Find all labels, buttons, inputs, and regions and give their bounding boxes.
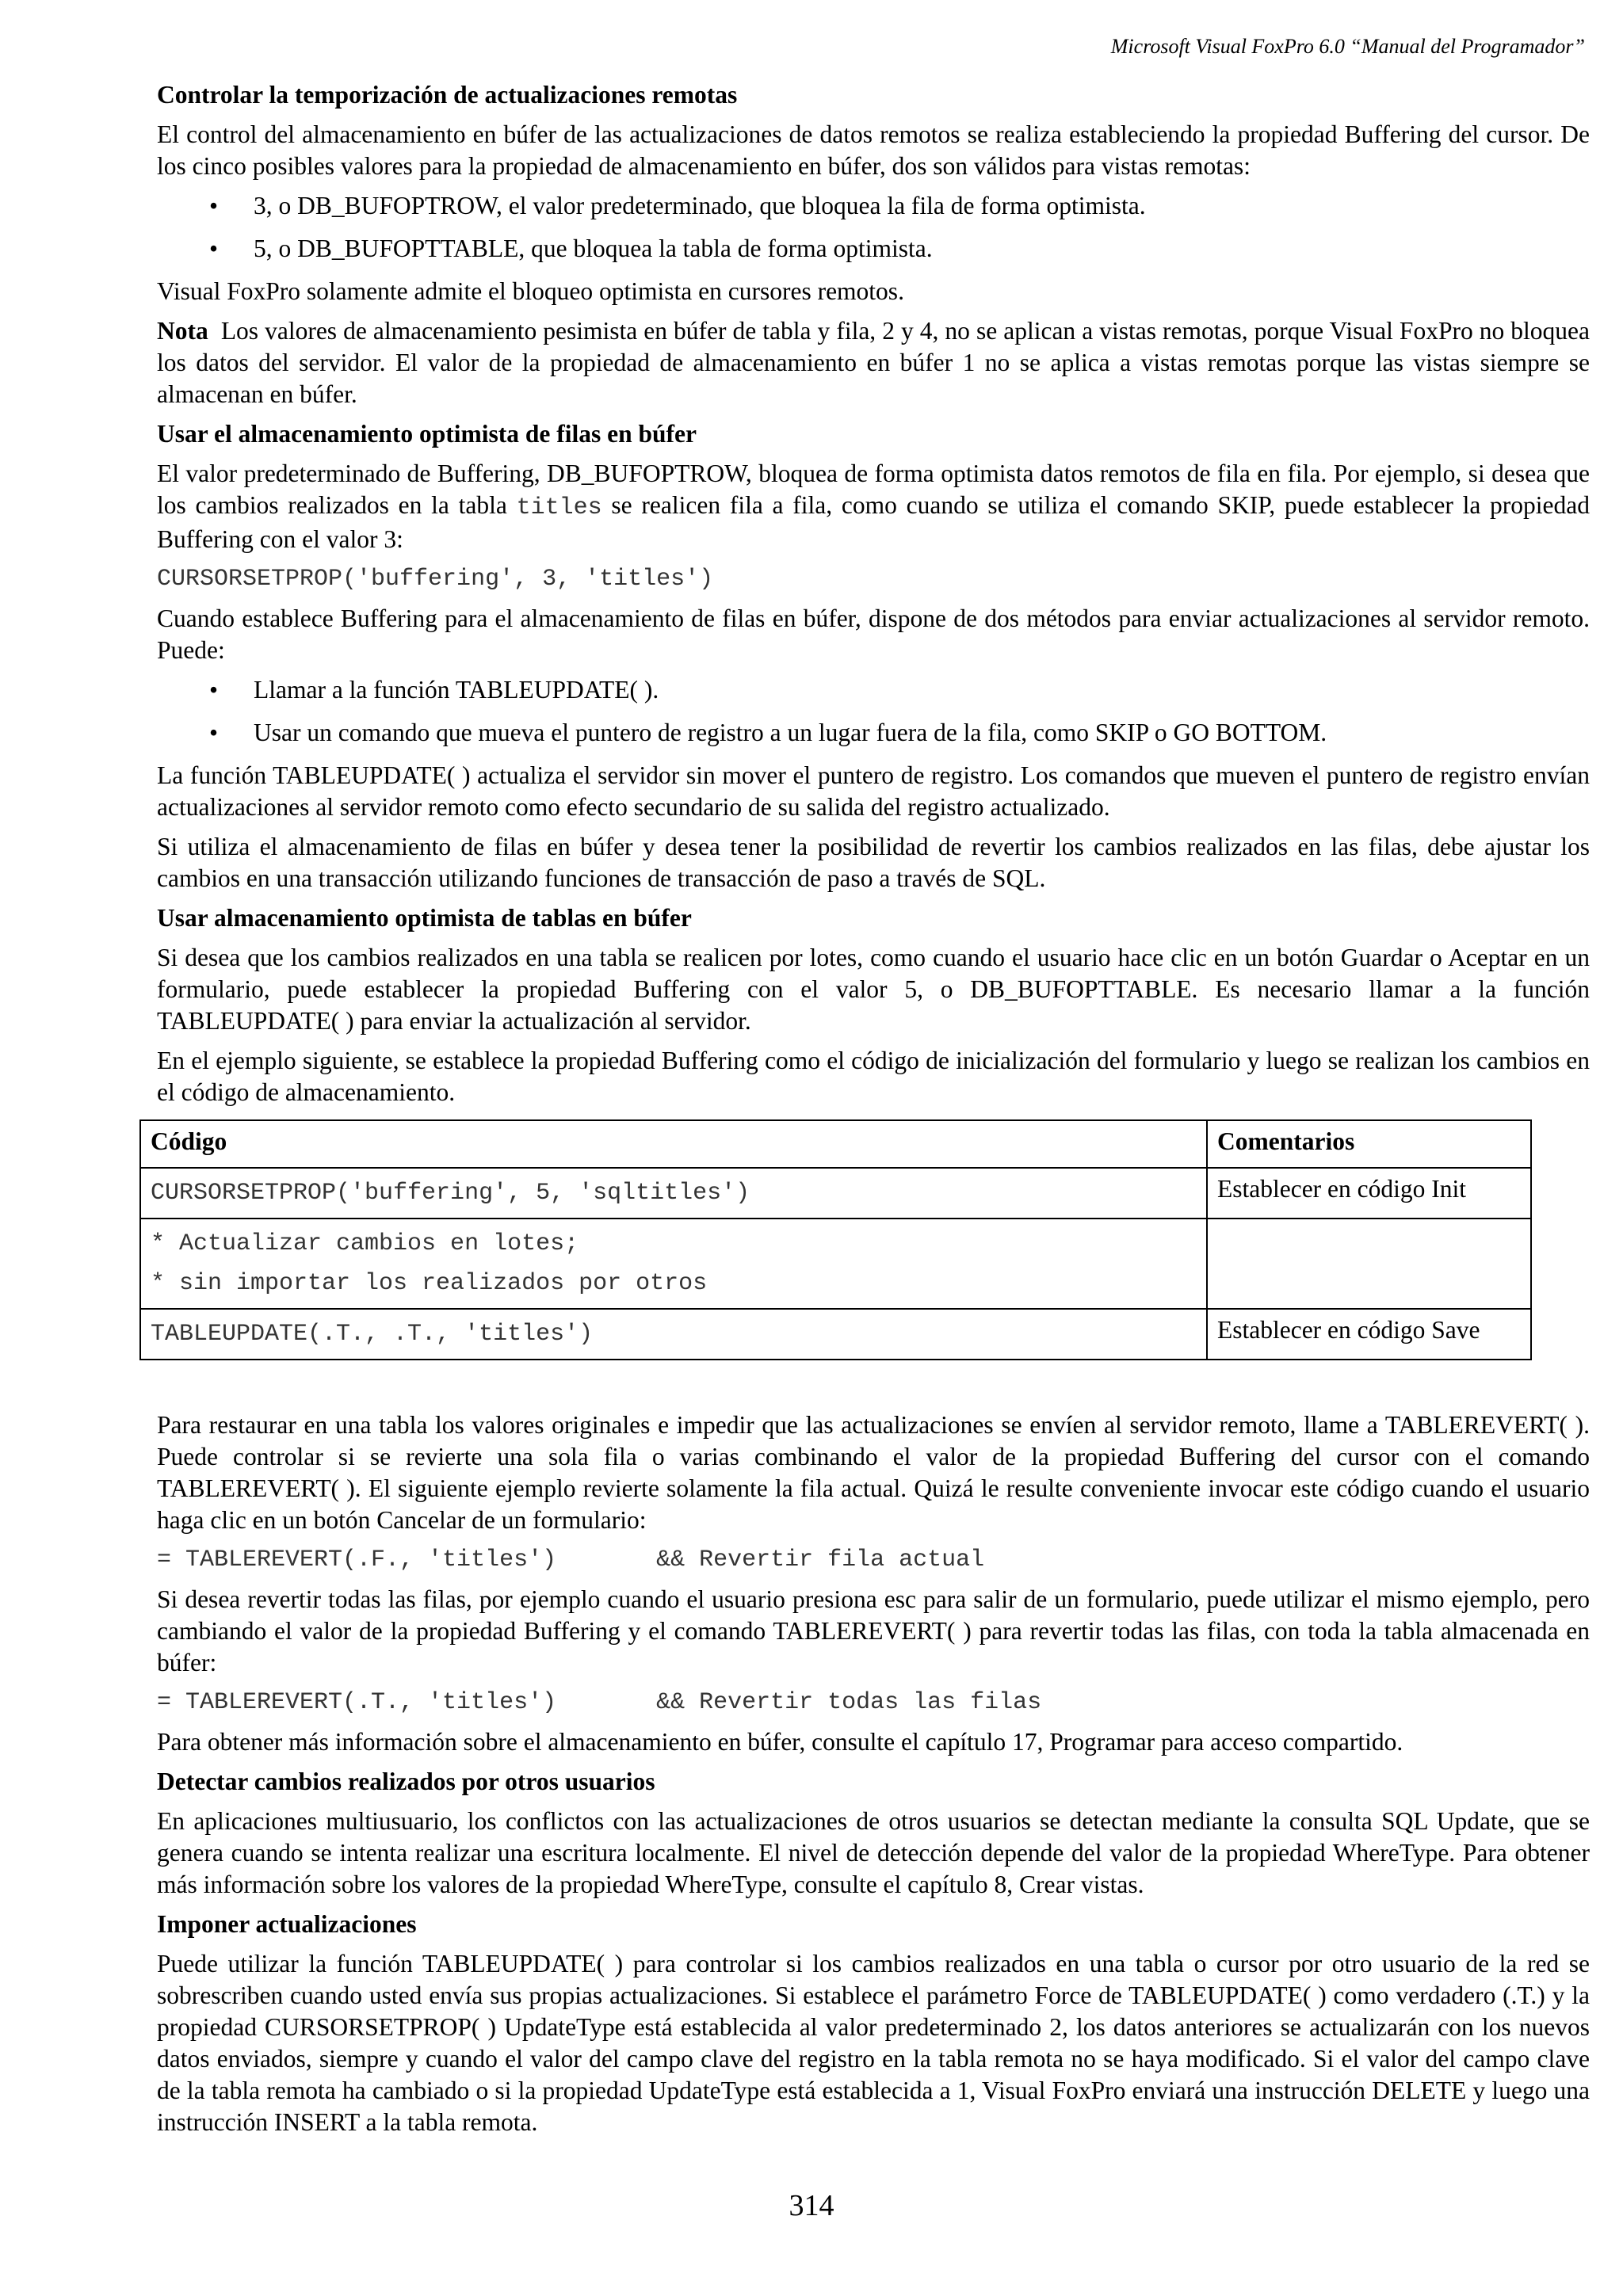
paragraph: Si desea que los cambios realizados en una tabla se realicen por lotes, como cuando el usuario hace clic en un botón Guardar o Aceptar en un formulario, puede establecer la propiedad Buffering con el valor 5, o DB_BUFOPTTABLE. Es necesario llamar a la función TABLEUPDATE( ) para enviar la actualización al servidor. (157, 944, 1590, 1035)
bullet-icon: • (209, 676, 219, 704)
bullet-list (157, 190, 1590, 265)
table-row (140, 1219, 1531, 1309)
paragraph: Puede utilizar la función TABLEUPDATE( ) para controlar si los cambios realizados en una tabla o cursor por otro usuario de la red se sobrescriben cuando usted envía sus propias actualizaciones. Si establece el parámetro Force de TABLEUPDATE( ) como verdadero (.T.) y la propiedad CURSORSETPROP( ) UpdateType está establecida al valor predeterminado 2, los datos anteriores se actualizarán con los nuevos datos enviados, siempre y cuando el valor del campo clave del registro en la tabla remota no se haya modificado. Si el valor del campo clave de la tabla remota ha cambiado o si la propiedad UpdateType está establecida a 1, Visual FoxPro enviará una instrucción DELETE y luego una instrucción INSERT a la tabla remota. (157, 1950, 1590, 2136)
paragraph: La función TABLEUPDATE( ) actualiza el servidor sin mover el puntero de registro. Los comandos que mueven el puntero de registro envían actualizaciones al servidor remoto como efecto secundario de su salida del registro actualizado. (157, 761, 1590, 821)
paragraph: Cuando establece Buffering para el almacenamiento de filas en búfer, dispone de dos métodos para enviar actualizaciones al servidor remoto. Puede: (157, 605, 1590, 664)
list-item: • 5, o DB_BUFOPTTABLE, que bloquea la tabla de forma optimista. (157, 233, 1590, 265)
paragraph: En aplicaciones multiusuario, los conflictos con las actualizaciones de otros usuarios se detectan mediante la consulta SQL Update, que se genera cuando se intenta realizar una escritura localmente. El nivel de detección depende del valor de la propiedad WhereType. Para obtener más información sobre los valores de la propiedad WhereType, consulte el capítulo 8, Crear vistas. (157, 1807, 1590, 1898)
table-cell-code: * Actualizar cambios en lotes; * sin importar los realizados por otros (140, 1219, 1207, 1309)
code-line: = TABLEREVERT(.T., 'titles') && Revertir todas las filas (157, 1689, 1042, 1716)
inline-code: titles (516, 494, 602, 521)
note-paragraph: Nota Los valores de almacenamiento pesimista en búfer de tabla y fila, 2 y 4, no se aplican a vistas remotas, porque Visual FoxPro no bloquea los datos del servidor. El valor de la propiedad de almacenamiento en búfer 1 no se aplica a vistas remotas porque las vistas siempre se almacenan en búfer. (157, 317, 1590, 408)
table-cell-comment: Establecer en código Init (1207, 1168, 1531, 1219)
code-table (139, 1119, 1532, 1360)
code-line: CURSORSETPROP('buffering', 3, 'titles') (157, 566, 714, 593)
bullet-list (157, 674, 1590, 749)
running-header: Microsoft Visual FoxPro 6.0 “Manual del Programador” (1110, 35, 1585, 58)
section-heading-force-updates: Imponer actualizaciones (157, 1910, 417, 1938)
paragraph: Para obtener más información sobre el almacenamiento en búfer, consulte el capítulo 17, Programar para acceso compartido. (157, 1728, 1403, 1756)
section-heading-remote-timing: Controlar la temporización de actualizaciones remotas (157, 81, 738, 109)
list-item: • 3, o DB_BUFOPTROW, el valor predeterminado, que bloquea la fila de forma optimista. (157, 190, 1590, 222)
paragraph: Para restaurar en una tabla los valores originales e impedir que las actualizaciones se envíen al servidor remoto, llame a TABLEREVERT( ). Puede controlar si se revierte una sola fila o varias combinando el valor de la propiedad Buffering del cursor con el comando TABLEREVERT( ). El siguiente ejemplo revierte solamente la fila actual. Quizá le resulte conveniente invocar este código cuando el usuario haga clic en un botón Cancelar de un formulario: (157, 1411, 1590, 1534)
section-heading-table-buffering: Usar almacenamiento optimista de tablas en búfer (157, 904, 692, 932)
section-heading-detect-changes: Detectar cambios realizados por otros usuarios (157, 1768, 655, 1795)
paragraph: Si desea revertir todas las filas, por ejemplo cuando el usuario presiona esc para salir de un formulario, puede utilizar el mismo ejemplo, pero cambiando el valor de la propiedad Buffering y el comando TABLEREVERT( ) para revertir todas las filas, con toda la tabla almacenada en búfer: (157, 1585, 1590, 1676)
table-cell-comment: Establecer en código Save (1207, 1309, 1531, 1360)
code-line: = TABLEREVERT(.F., 'titles') && Revertir fila actual (157, 1547, 985, 1573)
list-item: • Llamar a la función TABLEUPDATE( ). (157, 674, 1590, 706)
paragraph: Si utiliza el almacenamiento de filas en búfer y desea tener la posibilidad de revertir los cambios realizados en las filas, debe ajustar los cambios en una transacción utilizando funciones de transacción de paso a través de SQL. (157, 833, 1590, 892)
note-label: Nota (157, 317, 208, 345)
table-row (140, 1168, 1531, 1219)
bullet-icon: • (209, 192, 219, 219)
column-header-comments: Comentarios (1207, 1120, 1531, 1168)
table-cell-comment (1207, 1219, 1531, 1309)
paragraph: El valor predeterminado de Buffering, DB_BUFOPTROW, bloquea de forma optimista datos remotos de fila en fila. Por ejemplo, si desea que los cambios realizados en la tabla titles se realicen fila a fila, como cuando se utiliza el comando SKIP, puede establecer la propiedad Buffering con el valor 3: (157, 460, 1591, 553)
bullet-icon: • (209, 235, 219, 262)
bullet-icon: • (209, 719, 219, 746)
list-item: • Usar un comando que mueva el puntero de registro a un lugar fuera de la fila, como SKIP o GO BOTTOM. (157, 717, 1590, 749)
paragraph: El control del almacenamiento en búfer de las actualizaciones de datos remotos se realiza estableciendo la propiedad Buffering del cursor. De los cinco posibles valores para la propiedad de almacenamiento en búfer, dos son válidos para vistas remotas: (157, 120, 1590, 180)
table-cell-code: CURSORSETPROP('buffering', 5, 'sqltitles') (140, 1168, 1207, 1219)
paragraph: En el ejemplo siguiente, se establece la propiedad Buffering como el código de inicialización del formulario y luego se realizan los cambios en el código de almacenamiento. (157, 1047, 1590, 1106)
page-number: 314 (789, 2189, 834, 2222)
table-header-row (140, 1120, 1531, 1168)
section-heading-row-buffering: Usar el almacenamiento optimista de filas en búfer (157, 420, 697, 448)
spacer (157, 1360, 1590, 1409)
table-cell-code: TABLEUPDATE(.T., .T., 'titles') (140, 1309, 1207, 1360)
paragraph: Visual FoxPro solamente admite el bloqueo optimista en cursores remotos. (157, 277, 904, 305)
table-row (140, 1309, 1531, 1360)
column-header-code: Código (140, 1120, 1207, 1168)
page-content (151, 79, 1591, 2146)
